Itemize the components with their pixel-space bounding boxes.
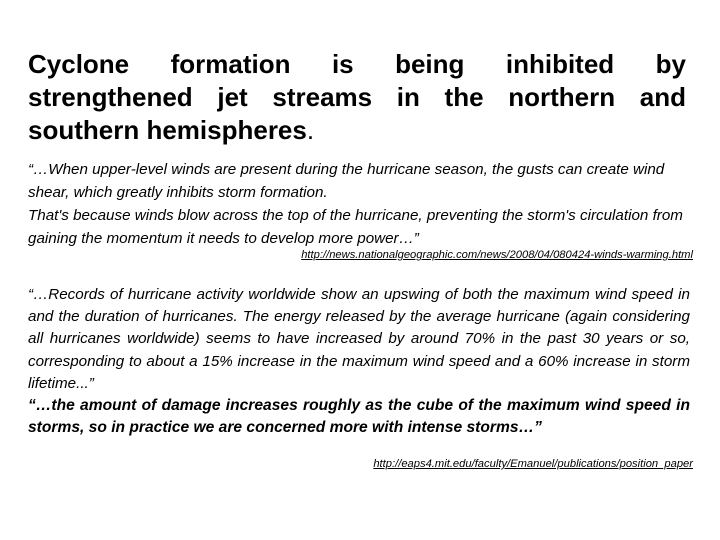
quote-wind-shear-line2: That's because winds blow across the top of the hurricane, preventing the storm's circulation from gaining the momentum it needs to develop more power…”	[28, 207, 683, 247]
source-link-mit-emanuel[interactable]: http://eaps4.mit.edu/faculty/Emanuel/publications/position_paper	[373, 458, 693, 470]
quote-wind-shear-line1: “…When upper-level winds are present during the hurricane season, the gusts can create wind shear, which greatly inhibits storm formation.	[28, 161, 665, 201]
quote-hurricane-records-text: “…Records of hurricane activity worldwide show an upswing of both the maximum wind speed in and the duration of hurricanes. The energy released by the average hurricane (again considering all hurricanes worldwide) seems to have increased by around 70% in the past 30 years or so, corresponding to about a 15% increase in the maximum wind speed and a 60% increase in storm lifetime...”	[28, 286, 690, 392]
heading-text: Cyclone formation is being inhibited by strengthened jet streams in the northern and southern hemispheres	[28, 49, 686, 145]
quote-hurricane-records	[28, 284, 690, 439]
source-link-national-geographic[interactable]: http://news.nationalgeographic.com/news/2008/04/080424-winds-warming.html	[301, 249, 693, 261]
slide-heading	[28, 48, 686, 147]
quote-damage-text: “…the amount of damage increases roughly as the cube of the maximum wind speed in storms, so in practice we are concerned more with intense storms…”	[28, 397, 690, 437]
heading-period: .	[306, 115, 315, 145]
quote-wind-shear	[28, 158, 690, 250]
